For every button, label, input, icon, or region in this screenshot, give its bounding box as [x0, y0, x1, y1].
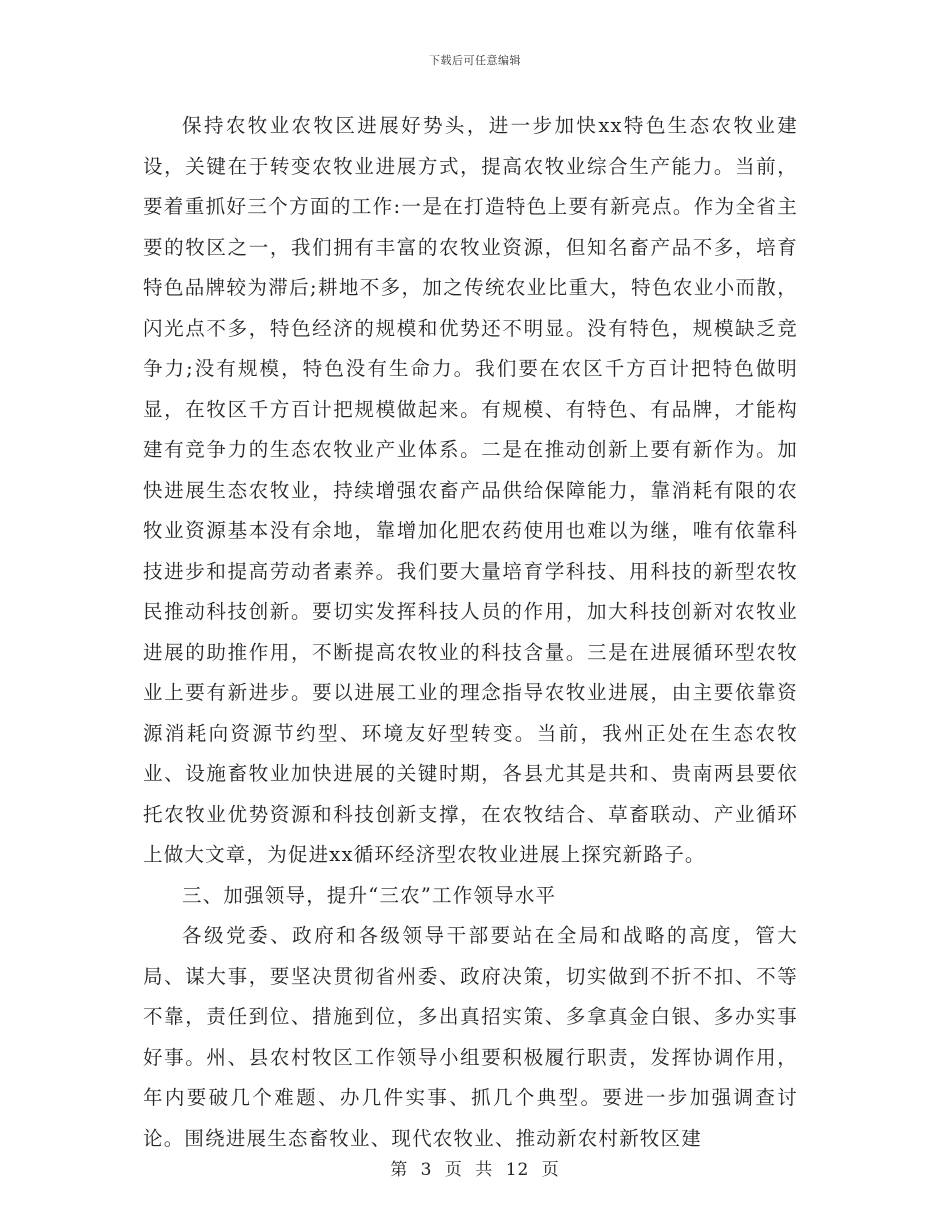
- page-footer: 第 3 页 共 12 页: [390, 1160, 560, 1180]
- paragraph: 保持农牧业农牧区进展好势头，进一步加快xx特色生态农牧业建设，关键在于转变农牧业进展方式，提高农牧业综合生产能力。当前，要着重抓好三个方面的工作:一是在打造特色上要有新亮点。作为全省主要的牧区之一，我们拥有丰富的农牧业资源，但知名畜产品不多，培育特色品牌较为滞后;耕地不多，加之传统农业比重大，特色农业小而散，闪光点不多，特色经济的规模和优势还不明显。没有特色，规模缺乏竞争力;没有规模，特色没有生命力。我们要在农区千方百计把特色做明显，在牧区千方百计把规模做起来。有规模、有特色、有品牌，才能构建有竞争力的生态农牧业产业体系。二是在推动创新上要有新作为。加快进展生态农牧业，持续增强农畜产品供给保障能力，靠消耗有限的农牧业资源基本没有余地，靠增加化肥农药使用也难以为继，唯有依靠科技进步和提高劳动者素养。我们要大量培育学科技、用科技的新型农牧民推动科技创新。要切实发挥科技人员的作用，加大科技创新对农牧业进展的助推作用，不断提高农牧业的科技含量。三是在进展循环型农牧业上要有新进步。要以进展工业的理念指导农牧业进展，由主要依靠资源消耗向资源节约型、环境友好型转变。当前，我州正处在生态农牧业、设施畜牧业加快进展的关键时期，各县尤其是共和、贵南两县要依托农牧业优势资源和科技创新支撑，在农牧结合、草畜联动、产业循环上做大文章，为促进xx循环经济型农牧业进展上探究新路子。: [143, 114, 798, 866]
- section-heading: 三、加强领导，提升“三农”工作领导水平: [182, 883, 557, 907]
- page-header: 下载后可任意编辑: [429, 54, 521, 67]
- document-body: [143, 106, 798, 1159]
- paragraph: 各级党委、政府和各级领导干部要站在全局和战略的高度，管大局、谋大事，要坚决贯彻省州委、政府决策，切实做到不折不扣、不等不靠，责任到位、措施到位，多出真招实策、多拿真金白银、多办实事好事。州、县农村牧区工作领导小组要积极履行职责，发挥协调作用，年内要破几个难题、办几件实事、抓几个典型。要进一步加强调查讨论。围绕进展生态畜牧业、现代农牧业、推动新农村新牧区建: [143, 924, 798, 1150]
